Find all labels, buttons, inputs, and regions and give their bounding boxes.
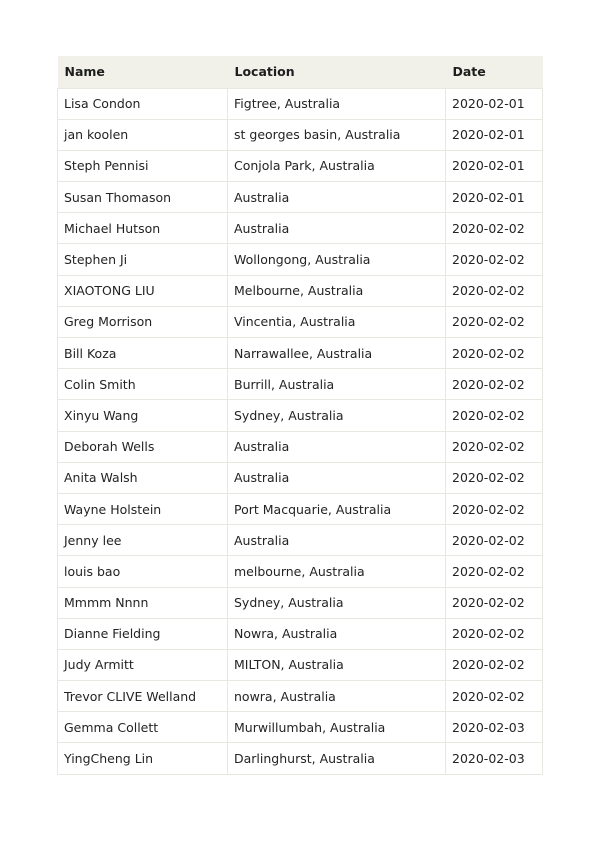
cell-name: Steph Pennisi [58, 150, 228, 181]
table-row [58, 306, 543, 337]
cell-date: 2020-02-02 [446, 400, 543, 431]
cell-location: Wollongong, Australia [228, 244, 446, 275]
cell-name: Trevor CLIVE Welland [58, 681, 228, 712]
cell-date: 2020-02-03 [446, 743, 543, 774]
cell-location: nowra, Australia [228, 681, 446, 712]
table-header [58, 56, 543, 88]
cell-location: Narrawallee, Australia [228, 338, 446, 369]
signatures-table-container [57, 56, 542, 775]
cell-location: MILTON, Australia [228, 649, 446, 680]
cell-name: Michael Hutson [58, 213, 228, 244]
cell-name: Stephen Ji [58, 244, 228, 275]
cell-date: 2020-02-02 [446, 462, 543, 493]
cell-date: 2020-02-01 [446, 119, 543, 150]
cell-location: Australia [228, 182, 446, 213]
table-row [58, 525, 543, 556]
cell-name: YingCheng Lin [58, 743, 228, 774]
cell-date: 2020-02-02 [446, 556, 543, 587]
cell-date: 2020-02-01 [446, 150, 543, 181]
column-header-date: Date [452, 64, 486, 80]
cell-name: louis bao [58, 556, 228, 587]
cell-name: XIAOTONG LIU [58, 275, 228, 306]
cell-date: 2020-02-02 [446, 306, 543, 337]
cell-location: Vincentia, Australia [228, 306, 446, 337]
cell-date: 2020-02-02 [446, 369, 543, 400]
cell-name: Dianne Fielding [58, 618, 228, 649]
table-row [58, 493, 543, 524]
cell-date: 2020-02-02 [446, 525, 543, 556]
table-body [58, 88, 543, 774]
cell-location: Burrill, Australia [228, 369, 446, 400]
cell-name: Judy Armitt [58, 649, 228, 680]
cell-location: Australia [228, 462, 446, 493]
table-row [58, 431, 543, 462]
table-row [58, 462, 543, 493]
cell-location: st georges basin, Australia [228, 119, 446, 150]
cell-name: Xinyu Wang [58, 400, 228, 431]
cell-date: 2020-02-02 [446, 244, 543, 275]
cell-name: Bill Koza [58, 338, 228, 369]
cell-date: 2020-02-02 [446, 275, 543, 306]
table-row [58, 213, 543, 244]
cell-date: 2020-02-02 [446, 493, 543, 524]
table-row [58, 338, 543, 369]
cell-location: Australia [228, 525, 446, 556]
table-row [58, 587, 543, 618]
cell-location: Nowra, Australia [228, 618, 446, 649]
cell-name: Deborah Wells [58, 431, 228, 462]
cell-location: Darlinghurst, Australia [228, 743, 446, 774]
cell-name: Greg Morrison [58, 306, 228, 337]
signatures-table [57, 56, 543, 775]
cell-name: Anita Walsh [58, 462, 228, 493]
cell-name: Colin Smith [58, 369, 228, 400]
table-row [58, 369, 543, 400]
table-row [58, 712, 543, 743]
cell-location: Conjola Park, Australia [228, 150, 446, 181]
column-header-name: Name [64, 64, 105, 80]
cell-location: melbourne, Australia [228, 556, 446, 587]
table-row [58, 275, 543, 306]
cell-location: Sydney, Australia [228, 587, 446, 618]
cell-date: 2020-02-01 [446, 88, 543, 119]
cell-date: 2020-02-01 [446, 182, 543, 213]
table-row [58, 119, 543, 150]
cell-date: 2020-02-02 [446, 338, 543, 369]
cell-date: 2020-02-02 [446, 649, 543, 680]
table-row [58, 556, 543, 587]
table-row [58, 618, 543, 649]
header-row [58, 56, 543, 88]
cell-location: Melbourne, Australia [228, 275, 446, 306]
table-row [58, 244, 543, 275]
cell-location: Figtree, Australia [228, 88, 446, 119]
table-row [58, 681, 543, 712]
cell-location: Port Macquarie, Australia [228, 493, 446, 524]
cell-name: Lisa Condon [58, 88, 228, 119]
cell-date: 2020-02-02 [446, 618, 543, 649]
cell-date: 2020-02-02 [446, 213, 543, 244]
table-row [58, 649, 543, 680]
table-row [58, 400, 543, 431]
cell-location: Australia [228, 213, 446, 244]
cell-name: Wayne Holstein [58, 493, 228, 524]
cell-name: jan koolen [58, 119, 228, 150]
cell-date: 2020-02-03 [446, 712, 543, 743]
table-row [58, 88, 543, 119]
cell-name: Mmmm Nnnn [58, 587, 228, 618]
cell-location: Murwillumbah, Australia [228, 712, 446, 743]
table-row [58, 182, 543, 213]
table-row [58, 150, 543, 181]
cell-name: Susan Thomason [58, 182, 228, 213]
cell-date: 2020-02-02 [446, 681, 543, 712]
table-row [58, 743, 543, 774]
cell-name: Gemma Collett [58, 712, 228, 743]
cell-location: Sydney, Australia [228, 400, 446, 431]
cell-name: Jenny lee [58, 525, 228, 556]
cell-location: Australia [228, 431, 446, 462]
cell-date: 2020-02-02 [446, 431, 543, 462]
cell-date: 2020-02-02 [446, 587, 543, 618]
column-header-location: Location [234, 64, 295, 80]
